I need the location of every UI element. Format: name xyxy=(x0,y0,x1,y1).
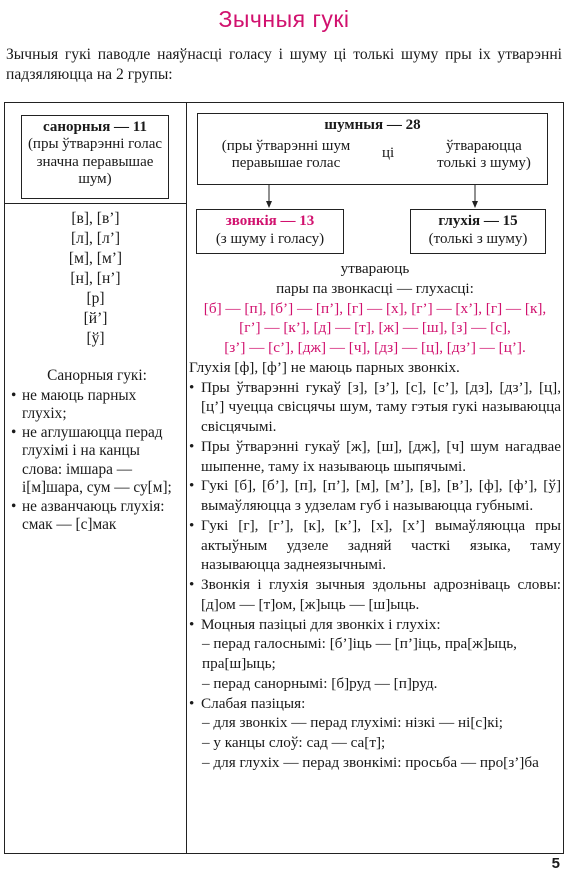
sonorous-sound: [в], [в’] xyxy=(71,210,120,227)
list-item: • Гукі [г], [г’], [к], [к’], [х], [х’] вымаўляюцца пры актыўным удзеле задняй часткі языка, таму называюцца заднеязычнымі. xyxy=(189,516,561,575)
list-item: • не аглушаюцца перад глухімі і на канцы слова: імшара — і[м]шара, сум — су[м]; xyxy=(11,424,183,498)
strong-position-1: – перад галоснымі: [б’]іць — [п’]іць, пра[ж]ыць, пра[ш]ыць; xyxy=(202,635,517,672)
noisy-head: шумныя — 28 xyxy=(324,117,421,133)
right-column-text xyxy=(189,259,561,773)
noisy-left-desc: (пры ўтварэнні шум перавышае голас xyxy=(221,138,351,172)
voiceless-box xyxy=(410,209,546,254)
sonorous-sound: [р] xyxy=(86,290,105,307)
sonorous-notes xyxy=(11,367,183,535)
sonorous-sound: [й’] xyxy=(83,310,108,327)
strong-position-2: – перад санорнымі: [б]руд — [п]руд. xyxy=(202,674,438,692)
noisy-right-desc: ўтвараюцца толькі з шуму) xyxy=(437,138,531,172)
sonorous-sound: [н], [н’] xyxy=(70,270,121,287)
list-item: • не азванчаюць глухія: смак — [с]мак xyxy=(11,498,183,535)
sonorous-sound: [л], [л’] xyxy=(70,230,121,247)
pairs-intro-2: пары па звонкасці — глухасці: xyxy=(276,279,474,297)
pairs-line-1: [б] — [п], [б’] — [п’], [г] — [х], [г’] — [х’], [г] — [к], xyxy=(203,299,547,317)
intro-text: Зычныя гукі паводле наяўнасці голасу і шуму ці толькі шуму пры іх утварэнні падзяляюцца на 2 групы: xyxy=(6,46,562,84)
consonants-table xyxy=(4,102,564,854)
voiced-head: звонкія — 13 xyxy=(225,213,315,229)
page-number: 5 xyxy=(551,854,560,872)
list-item: • Моцныя пазіцыі для звонкіх і глухіх: xyxy=(189,615,561,635)
weak-position-2: – у канцы слоў: сад — са[т]; xyxy=(202,734,386,751)
list-item: • Пры ўтварэнні гукаў [з], [з’], [с], [с’], [дз], [дз’], [ц], [ц’] чуецца свісцячы шум, таму гэтыя гукі называюцца свісцячымі. xyxy=(189,378,561,437)
sonorous-head: санорныя — 11 xyxy=(43,119,147,135)
voiceless-head: глухія — 15 xyxy=(438,213,518,229)
weak-position-1: – для звонкіх — перад глухімі: нізкі — ні[с]кі; xyxy=(202,714,504,732)
sonorous-list xyxy=(5,209,186,349)
sonorous-sound: [ў] xyxy=(86,330,105,347)
noisy-or: ці xyxy=(382,145,395,161)
diagram-arrows xyxy=(5,103,565,223)
list-item: • Слабая пазіцыя: xyxy=(189,694,561,714)
pairs-intro-1: утвараюць xyxy=(340,260,410,277)
page-title: Зычныя гукі xyxy=(218,6,350,32)
voiceless-desc: (толькі з шуму) xyxy=(428,230,528,247)
weak-position-3: – для глухіх — перад звонкімі: просьба — про[з’]ба xyxy=(202,753,539,771)
list-item: • Звонкія і глухія зычныя здольны адрозніваць словы: [д]ом — [т]ом, [ж]ыць — [ш]ыць. xyxy=(189,575,561,615)
no-pair-note: Глухія [ф], [ф’] не маюць парных звонкіх. xyxy=(189,358,460,376)
pairs-line-2: [г’] — [к’], [д] — [т], [ж] — [ш], [з] — [с], xyxy=(239,319,511,337)
sonorous-sound: [м], [м’] xyxy=(68,250,123,267)
voiced-box xyxy=(196,209,344,254)
list-item: • Гукі [б], [б’], [п], [п’], [м], [м’], [в], [в’], [ф], [ф’], [ў] вымаўляюцца з удзелам губ і называюцца губнымі. xyxy=(189,476,561,516)
pairs-line-3: [з’] — [с’], [дж] — [ч], [дз] — [ц], [дз’] — [ц’]. xyxy=(224,339,526,356)
list-item: • не маюць парных глухіх; xyxy=(11,387,183,424)
sonorous-notes-title: Санорныя гукі: xyxy=(47,367,147,384)
list-item: • Пры ўтварэнні гукаў [ж], [ш], [дж], [ч] шум нагадвае шыпенне, таму іх называюць шыпячымі. xyxy=(189,437,561,477)
voiced-desc: (з шуму і голасу) xyxy=(215,230,325,247)
sonorous-desc: (пры ўтварэнні голас значна перавышае шум) xyxy=(27,136,163,188)
